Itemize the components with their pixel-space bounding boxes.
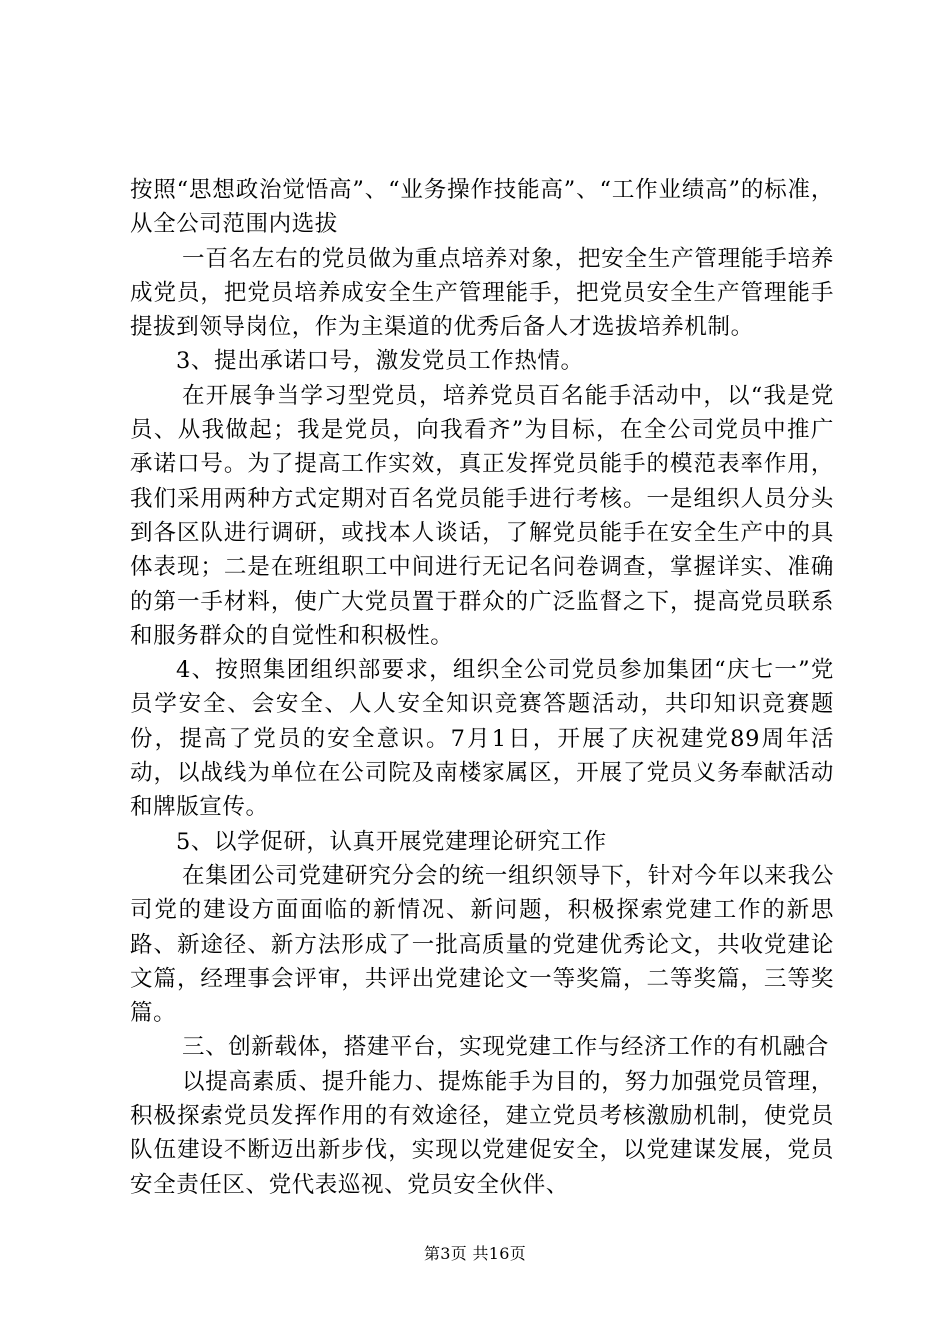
- paragraph-2: 一百名左右的党员做为重点培养对象，把安全生产管理能手培养成党员，把党员培养成安全生产管理能手，把党员安全生产管理能手提拔到领导岗位，作为主渠道的优秀后备人才选拔培养机制。: [130, 245, 834, 341]
- paragraph-7: 在集团公司党建研究分会的统一组织领导下，针对今年以来我公司党的建设方面面临的新情况、新问题，积极探索党建工作的新思路、新途径、新方法形成了一批高质量的党建优秀论文，共收党建论文篇，经理事会评审，共评出党建论文一等奖篇，二等奖篇，三等奖篇。: [130, 862, 834, 1027]
- section-heading-3: 三、创新载体，搭建平台，实现党建工作与经济工作的有机融合: [182, 1034, 829, 1061]
- page-number-footer: 第3页 共16页: [423, 1244, 527, 1263]
- paragraph-9: 以提高素质、提升能力、提炼能手为目的，努力加强党员管理，积极探索党员发挥作用的有效途径，建立党员考核激励机制，使党员队伍建设不断迈出新步伐，实现以党建促安全，以党建谋发展，党员安全责任区、党代表巡视、党员安全伙伴、: [130, 1068, 834, 1198]
- document-body: [130, 173, 834, 1202]
- paragraph-6-heading: 5、以学促研，认真开展党建理论研究工作: [176, 828, 607, 855]
- paragraph-4: 在开展争当学习型党员，培养党员百名能手活动中，以“我是党员、从我做起；我是党员，向我看齐”为目标，在全公司党员中推广承诺口号。为了提高工作实效，真正发挥党员能手的模范表率作用，我们采用两种方式定期对百名党员能手进行考核。一是组织人员分头到各区队进行调研，或找本人谈话，了解党员能手在安全生产中的具体表现；二是在班组职工中间进行无记名问卷调查，掌握详实、准确的第一手材料，使广大党员置于群众的广泛监督之下，提高党员联系和服务群众的自觉性和积极性。: [130, 382, 834, 649]
- paragraph-1: 按照“思想政治觉悟高”、“业务操作技能高”、“工作业绩高”的标准，从全公司范围内选拔: [130, 177, 834, 238]
- paragraph-5: 4、按照集团组织部要求，组织全公司党员参加集团“庆七一”党员学安全、会安全、人人安全知识竞赛答题活动，共印知识竞赛题份，提高了党员的安全意识。7月1日，开展了庆祝建党89周年活动，以战线为单位在公司院及南楼家属区，开展了党员义务奉献活动和牌版宣传。: [130, 657, 834, 821]
- paragraph-3-heading: 3、提出承诺口号，激发党员工作热情。: [176, 348, 584, 375]
